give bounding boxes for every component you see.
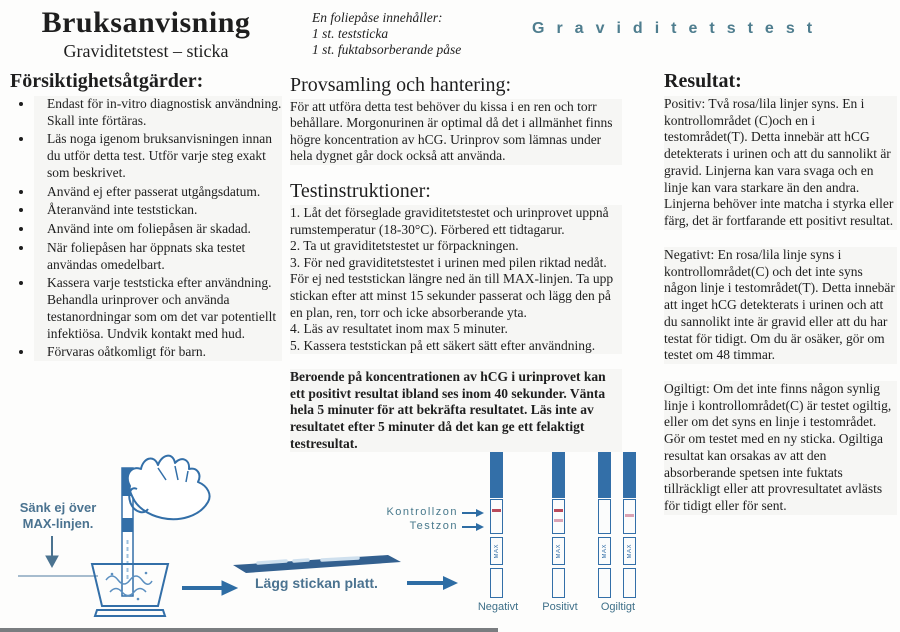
dip-instruction-label [12, 500, 104, 532]
stick-label-negative: Negativt [477, 601, 519, 613]
precaution-item: • Kassera varje teststicka efter användning. Behandla urinprover och använda testanordningar som om det var potentiellt infektiösa. Undvik kontakt med hud. [34, 275, 282, 342]
left-column [10, 6, 282, 363]
results-heading: Resultat: [664, 70, 742, 92]
stick-label-positive: Positivt [542, 601, 578, 613]
stick-result-window [552, 499, 565, 534]
stick-max-section [552, 537, 565, 565]
instructions-heading: Testinstruktioner: [290, 179, 431, 202]
stick-max-section [623, 537, 636, 565]
middle-column [290, 10, 622, 452]
precaution-item: • Använd ej efter passerat utgångsdatum. [34, 184, 282, 201]
contents-line: 1 st. teststicka [312, 26, 389, 42]
flat-instruction-label: Lägg stickan platt. [255, 575, 378, 591]
instructions-steps [290, 205, 622, 354]
test-stick-positive [552, 452, 565, 598]
stick-tip [552, 568, 565, 598]
instruction-step: 1. Låt det förseglade graviditetstestet och urinprovet uppnå rumstemperatur (18-30°C). Förbered ett tidtagarur. [290, 204, 609, 237]
stick-handle [490, 452, 503, 498]
hand-illustration [128, 456, 210, 520]
test-line [625, 514, 634, 517]
max-label: MAX [626, 543, 633, 559]
precaution-item: • När foliepåsen har öppnats ska testet användas omedelbart. [34, 240, 282, 273]
results-column [664, 70, 897, 532]
precaution-item: • Återanvänd inte teststickan. [34, 202, 282, 219]
arrow-right-icon [182, 581, 237, 595]
stick-tip [490, 568, 503, 598]
test-stick-invalid-blank [598, 452, 611, 598]
stick-max-section [490, 537, 503, 565]
instruction-step: 5. Kassera teststickan på ett säkert sätt efter användning. [290, 337, 596, 353]
stick-tip [623, 568, 636, 598]
arrow-right-icon [405, 576, 459, 590]
test-stick-invalid-testline [623, 452, 636, 598]
scan-edge-artifact [0, 628, 498, 632]
max-label: MAX [601, 543, 608, 559]
stick-result-window [490, 499, 503, 534]
zone-labels [378, 505, 458, 533]
stick-handle [623, 452, 636, 498]
control-zone-arrow-icon [462, 509, 484, 517]
stick-max-section [598, 537, 611, 565]
sampling-body: För att utföra detta test behöver du kissa i en ren och torr behållare. Morgonurinen är optimal då det i allmänhet finns högre koncentration av hCG. Urinprov som lämnas under hela dygnet går dock också att använda. [290, 99, 622, 165]
stick-result-window [598, 499, 611, 534]
control-line [492, 509, 501, 512]
control-zone-label: Kontrollzon [386, 506, 458, 518]
dip-test-illustration [0, 440, 240, 632]
contents-line: En foliepåse innehåller: [312, 10, 443, 25]
control-line [554, 509, 563, 512]
stick-handle [552, 452, 565, 498]
precaution-item: • Endast för in-vitro diagnostisk användning. Skall inte förtäras. [34, 96, 282, 129]
result-positive-text: Positiv: Två rosa/lila linjer syns. En i kontrollområdet (C)och en i testområdet(T). Detta innebär att hCG detekterats i urinen och att du sannolikt är gravid. Linjerna kan vara svaga och en linje kan vara starkare än den andra. Linjerna behöver inte matcha i styrka eller färg, det är fortfarande ett positivt resultat. [664, 96, 897, 230]
test-zone-arrow-icon [462, 523, 484, 531]
page-subtitle: Graviditetstest – sticka [63, 41, 229, 61]
test-line [554, 519, 563, 522]
page-title: Bruksanvisning [41, 6, 251, 39]
contents-line: 1 st. fuktabsorberande påse [312, 42, 462, 58]
instruction-step: 4. Läs av resultatet inom max 5 minuter. [290, 321, 508, 337]
stick-handle [598, 452, 611, 498]
stick-label-invalid: Ogiltigt [600, 601, 636, 613]
precautions-heading: Försiktighetsåtgärder: [10, 70, 204, 92]
stick-result-window [623, 499, 636, 534]
sampling-heading: Provsamling och hantering: [290, 73, 512, 96]
brand-wordmark: Graviditetstest [532, 20, 825, 37]
timing-warning: Beroende på koncentrationen av hCG i urinprovet kan ett positivt resultat ibland ses inom 40 sekunder. Vänta hela 5 minuter för att bekräfta resultatet. Läs inte av resultatet efter 5 minuter då det kan ge ett felaktigt testresultat. [290, 369, 622, 452]
test-zone-label: Testzon [409, 520, 458, 532]
precaution-item: • Använd inte om foliepåsen är skadad. [34, 221, 282, 238]
precaution-item: • Förvaras oåtkomligt för barn. [34, 344, 282, 361]
test-stick-negative [490, 452, 503, 598]
precaution-item: • Läs noga igenom bruksanvisningen innan du utför detta test. Utför varje steg exakt som beskrivet. [34, 131, 282, 181]
result-negative-text: Negativt: En rosa/lila linje syns i kontrollområdet(C) och det inte syns någon linje i testområdet(T). Detta innebär att inget hCG detekterats i urinen och att du sannolikt inte är gravid eller att du har testat för tidigt. Om du är osäker, gör om testet om 48 timmar. [664, 247, 897, 364]
precautions-list [34, 96, 282, 361]
result-invalid-text: Ogiltigt: Om det inte finns någon synlig linje i kontrollområdet(C) är testet ogiltig, eller om det syns en linje i testområdet. Gör om testet med en ny sticka. Ogiltiga resultat kan orsakas av att den absorberande spetsen inte fuktats tillräckligt eller att provresultatet avlästs för tidigt eller för sent. [664, 381, 897, 515]
dip-label-line1: Sänk ej över [19, 500, 97, 515]
instruction-step: 2. Ta ut graviditetstestet ur förpackningen. [290, 238, 519, 254]
max-label: MAX [493, 543, 500, 559]
stick-tip [598, 568, 611, 598]
instruction-step: 3. För ned graviditetstestet i urinen med pilen riktad nedåt. För ej ned teststickan längre ned än till MAX-linjen. Ta upp stickan efter att minst 15 sekunder passerat och lägg den på en plan, ren, torr och icke absorberande yta. [290, 254, 614, 320]
dip-label-line2: MAX-linjen. [22, 516, 94, 531]
max-label: MAX [555, 543, 562, 559]
arrow-down-icon [46, 536, 58, 567]
